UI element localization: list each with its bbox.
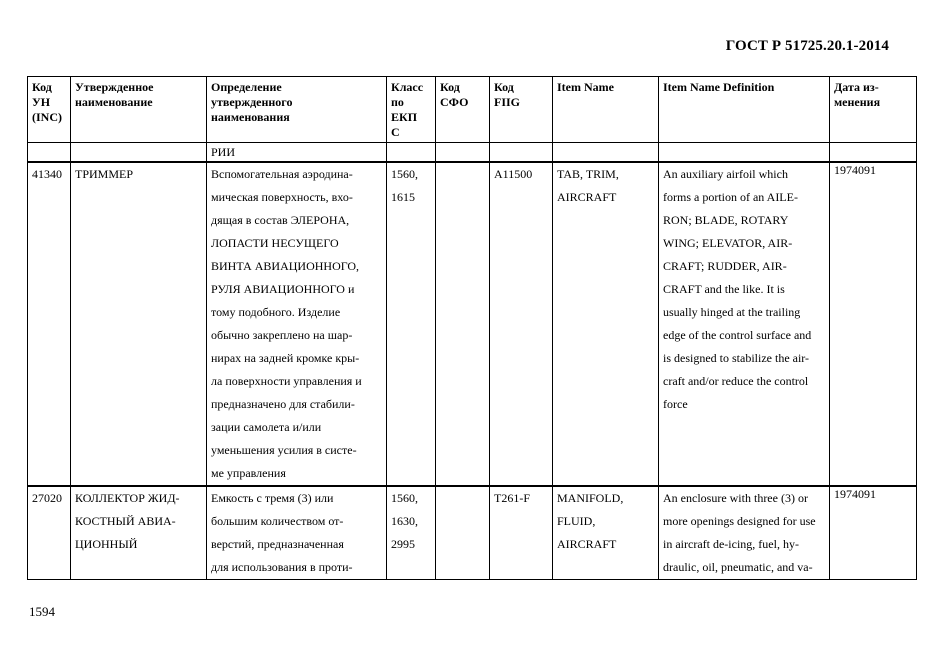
cell-date: 1974091 xyxy=(830,163,917,486)
cell-inc xyxy=(28,143,71,162)
cell-date xyxy=(830,143,917,162)
cell-inc: 27020 xyxy=(28,487,71,580)
table-row xyxy=(28,163,917,486)
cell-item-definition: An enclosure with three (3) or more openings designed for use in aircraft de-icing, fuel, hy- draulic, oil, pneumatic, and va- xyxy=(659,487,830,580)
col-header-definition-ru: Определение утвержденного наименования xyxy=(207,77,387,143)
col-header-date: Дата из- менения xyxy=(830,77,917,143)
cell-date: 1974091 xyxy=(830,487,917,580)
col-header-fiig: Код FIIG xyxy=(490,77,553,143)
cell-sfo xyxy=(436,163,490,486)
cell-inc: 41340 xyxy=(28,163,71,486)
cell-fsc: 1560, 1615 xyxy=(387,163,436,486)
cell-item-definition: An auxiliary airfoil which forms a portion of an AILE- RON; BLADE, ROTARY WING; ELEVATOR, AIR- CRAFT; RUDDER, AIR- CRAFT and the like. It is usually hinged at the trailing edge of the control surface and is designed to stabilize the air- craft and/or reduce the control force xyxy=(659,163,830,486)
col-header-inc: Код УН (INC) xyxy=(28,77,71,143)
cell-definition-ru: Вспомогательная аэродина- мическая поверхность, вхо- дящая в состав ЭЛЕРОНА, ЛОПАСТИ НЕСУЩЕГО ВИНТА АВИАЦИОННОГО, РУЛЯ АВИАЦИОННОГО и тому подобного. Изделие обычно закреплено на шар- нирах на задней кромке кры- ла поверхности управления и предназначено для стабили- зации самолета и/или уменьшения усилия в систе- ме управления xyxy=(207,163,387,486)
nomenclature-table xyxy=(27,76,917,580)
col-header-item-definition: Item Name Definition xyxy=(659,77,830,143)
document-header: ГОСТ Р 51725.20.1-2014 xyxy=(725,38,889,54)
page-number: 1594 xyxy=(29,604,55,619)
table-row xyxy=(28,487,917,580)
cell-fiig: T261-F xyxy=(490,487,553,580)
cell-item-name: TAB, TRIM, AIRCRAFT xyxy=(553,163,659,486)
cell-sfo xyxy=(436,487,490,580)
col-header-name-ru: Утвержденное наименование xyxy=(71,77,207,143)
col-header-sfo: Код СФО xyxy=(436,77,490,143)
cell-definition-ru: РИИ xyxy=(207,143,387,162)
cell-item-name: MANIFOLD, FLUID, AIRCRAFT xyxy=(553,487,659,580)
cell-fiig xyxy=(490,143,553,162)
cell-definition-ru: Емкость с тремя (3) или большим количеством от- верстий, предназначенная для использования в проти- xyxy=(207,487,387,580)
cell-item-definition xyxy=(659,143,830,162)
cell-fsc: 1560, 1630, 2995 xyxy=(387,487,436,580)
table-row-continuation xyxy=(28,143,917,162)
cell-sfo xyxy=(436,143,490,162)
cell-fiig: A11500 xyxy=(490,163,553,486)
table-header-row xyxy=(28,77,917,143)
cell-item-name xyxy=(553,143,659,162)
cell-name-ru: ТРИММЕР xyxy=(71,163,207,486)
cell-fsc xyxy=(387,143,436,162)
col-header-fsc: Класс по ЕКП С xyxy=(387,77,436,143)
cell-name-ru xyxy=(71,143,207,162)
col-header-item-name: Item Name xyxy=(553,77,659,143)
cell-name-ru: КОЛЛЕКТОР ЖИД- КОСТНЫЙ АВИА- ЦИОННЫЙ xyxy=(71,487,207,580)
